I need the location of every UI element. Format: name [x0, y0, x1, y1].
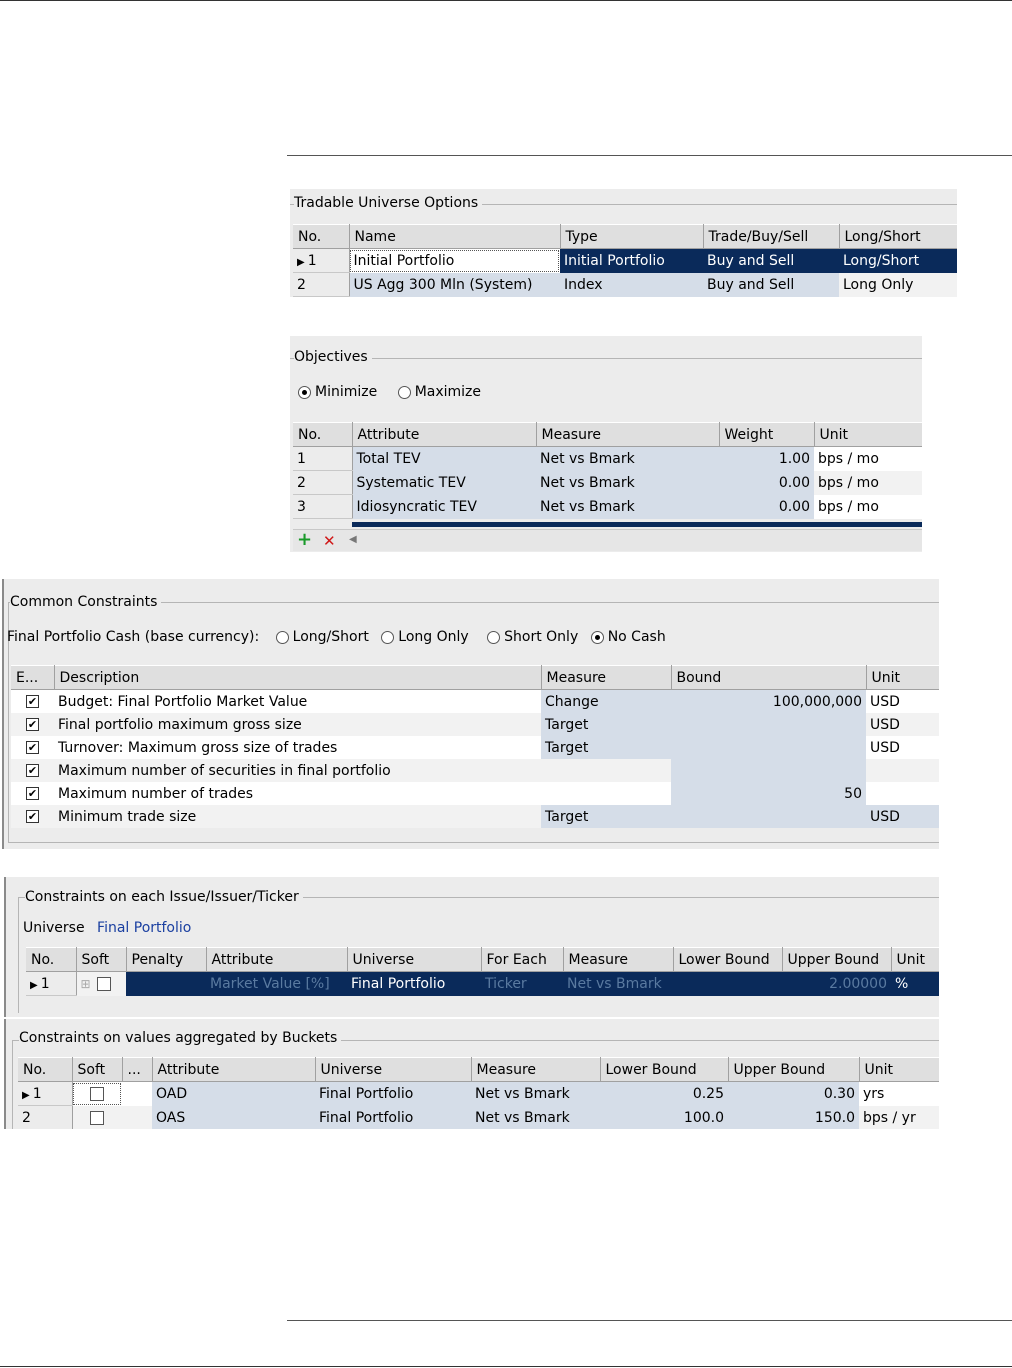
table-row[interactable] [11, 805, 939, 828]
row-header[interactable]: ▶ 1 [293, 249, 349, 273]
enabled-cell[interactable] [11, 782, 54, 805]
bucket-constraints-title: Constraints on values aggregated by Buckets [19, 1030, 341, 1046]
unit-cell[interactable] [866, 759, 939, 782]
table-row[interactable] [11, 713, 939, 736]
enabled-checkbox[interactable]: ✔ [27, 695, 38, 708]
measure-cell[interactable]: Net vs Bmark [471, 1106, 600, 1130]
measure-cell[interactable] [541, 759, 671, 782]
unit-cell[interactable]: USD [866, 805, 939, 828]
soft-cell[interactable] [72, 1082, 122, 1106]
measure-cell[interactable]: Net vs Bmark [536, 471, 719, 495]
unit-cell[interactable]: USD [866, 736, 939, 759]
unit-cell[interactable]: USD [866, 713, 939, 736]
current-row-icon: ▶ [22, 1089, 30, 1101]
long-only-label: Long Only [398, 629, 469, 645]
universe-row [23, 920, 191, 936]
row-header[interactable]: 2 [18, 1106, 72, 1130]
lower-bound-cell[interactable] [673, 972, 782, 996]
row-header[interactable]: ▶ 1 [26, 972, 76, 996]
enabled-checkbox[interactable]: ✔ [27, 810, 38, 823]
attribute-cell[interactable]: Idiosyncratic TEV [352, 495, 536, 519]
upper-bound-cell[interactable]: 0.30 [728, 1082, 859, 1106]
column-header-weight[interactable]: Weight [719, 423, 814, 447]
minimize-radio[interactable] [298, 386, 311, 399]
column-header-name[interactable]: Name [349, 225, 560, 249]
long-short-cell[interactable]: Long Only [839, 273, 957, 297]
lower-bound-cell[interactable]: 0.25 [600, 1082, 728, 1106]
common-constraints-panel [2, 579, 939, 849]
unit-cell[interactable]: USD [866, 690, 939, 714]
type-cell[interactable]: Index [560, 273, 703, 297]
bound-cell[interactable]: 50 [671, 782, 866, 805]
column-header-measure[interactable]: Measure [471, 1058, 600, 1082]
column-header-type[interactable]: Type [560, 225, 703, 249]
long-short-radio[interactable] [276, 631, 289, 644]
table-header-row [11, 666, 939, 690]
unit-cell[interactable]: bps / yr [859, 1106, 939, 1130]
cash-label: Final Portfolio Cash (base currency): [7, 629, 260, 645]
tradable-universe-title: Tradable Universe Options [294, 195, 482, 211]
universe-cell[interactable]: Final Portfolio [347, 972, 481, 996]
table-header-row [26, 948, 939, 972]
panel-edge [4, 1019, 6, 1129]
bound-cell[interactable] [671, 805, 866, 828]
scroll-left-icon[interactable]: ◀ [349, 534, 357, 545]
attribute-cell[interactable]: Total TEV [352, 447, 536, 471]
column-header-attribute[interactable]: Attribute [152, 1058, 315, 1082]
measure-cell[interactable]: Change [541, 690, 671, 714]
column-header-measure[interactable]: Measure [536, 423, 719, 447]
row-header[interactable]: 3 [293, 495, 352, 519]
footer-rule [287, 1320, 1012, 1321]
column-header-long-short[interactable]: Long/Short [839, 225, 957, 249]
objectives-title: Objectives [294, 349, 372, 365]
enabled-cell[interactable] [11, 805, 54, 828]
table-row[interactable] [11, 782, 939, 805]
table-header-row [293, 225, 957, 249]
table-row[interactable] [11, 759, 939, 782]
row-header[interactable]: ▶ 1 [18, 1082, 72, 1106]
expand-icon[interactable]: ⊞ [80, 976, 91, 991]
table-row[interactable] [18, 1082, 939, 1106]
attribute-cell[interactable]: Systematic TEV [352, 471, 536, 495]
cash-options-row [7, 629, 674, 645]
table-row[interactable] [26, 972, 939, 996]
column-header-trade[interactable]: Trade/Buy/Sell [703, 225, 839, 249]
enabled-checkbox[interactable]: ✔ [27, 764, 38, 777]
column-header-lower-bound[interactable]: Lower Bound [600, 1058, 728, 1082]
top-rule [0, 0, 1012, 1]
table-header-row [293, 423, 922, 447]
enabled-cell[interactable] [11, 759, 54, 782]
description-cell[interactable]: Budget: Final Portfolio Market Value [54, 690, 541, 714]
unit-cell[interactable]: bps / mo [814, 495, 922, 519]
table-row[interactable] [18, 1106, 939, 1130]
soft-cell[interactable] [76, 972, 126, 996]
description-cell[interactable]: Maximum number of securities in final portfolio [54, 759, 541, 782]
row-header[interactable]: 1 [293, 447, 352, 471]
column-header-universe[interactable]: Universe [315, 1058, 471, 1082]
row-header[interactable]: 2 [293, 471, 352, 495]
measure-cell[interactable]: Net vs Bmark [471, 1082, 600, 1106]
weight-cell[interactable]: 1.00 [719, 447, 814, 471]
group-border [18, 897, 19, 1013]
column-header-more[interactable]: ... [122, 1058, 152, 1082]
column-header-bound[interactable]: Bound [671, 666, 866, 690]
table-row[interactable] [293, 447, 922, 471]
column-header-lower-bound[interactable]: Lower Bound [673, 948, 782, 972]
column-header-unit[interactable]: Unit [866, 666, 939, 690]
column-header-measure[interactable]: Measure [563, 948, 673, 972]
current-row-icon: ▶ [30, 979, 38, 991]
no-cash-label: No Cash [607, 629, 666, 645]
column-header-unit[interactable]: Unit [859, 1058, 939, 1082]
bucket-constraints-table[interactable] [18, 1057, 939, 1129]
objectives-table[interactable] [293, 422, 922, 519]
current-row-icon: ▶ [297, 256, 305, 268]
weight-cell[interactable]: 0.00 [719, 471, 814, 495]
table-row[interactable] [293, 471, 922, 495]
unit-cell[interactable]: bps / mo [814, 447, 922, 471]
column-header-description[interactable]: Description [54, 666, 541, 690]
column-header-no[interactable]: No. [18, 1058, 72, 1082]
bound-cell[interactable] [671, 713, 866, 736]
grid-toolbar [293, 529, 922, 551]
column-header-no[interactable]: No. [293, 225, 349, 249]
measure-cell[interactable]: Target [541, 713, 671, 736]
group-border [12, 1040, 13, 1129]
enabled-cell[interactable] [11, 736, 54, 759]
column-header-attribute[interactable]: Attribute [206, 948, 347, 972]
tradable-universe-table[interactable] [293, 224, 957, 297]
panel-edge [2, 579, 4, 849]
short-only-radio[interactable] [487, 631, 500, 644]
bottom-rule [0, 1366, 1012, 1367]
soft-checkbox[interactable] [97, 977, 111, 991]
bound-cell[interactable]: 100,000,000 [671, 690, 866, 714]
measure-cell[interactable]: Target [541, 805, 671, 828]
measure-cell[interactable] [541, 782, 671, 805]
table-row[interactable] [11, 736, 939, 759]
column-header-attribute[interactable]: Attribute [352, 423, 536, 447]
description-cell[interactable]: Final portfolio maximum gross size [54, 713, 541, 736]
measure-cell[interactable]: Net vs Bmark [536, 447, 719, 471]
group-border [290, 358, 922, 359]
universe-link[interactable]: Final Portfolio [97, 920, 192, 936]
unit-cell[interactable]: bps / mo [814, 471, 922, 495]
unit-cell[interactable]: yrs [859, 1082, 939, 1106]
row-header[interactable]: 2 [293, 273, 349, 297]
objective-direction [298, 384, 489, 400]
table-row[interactable] [11, 690, 939, 714]
column-header-upper-bound[interactable]: Upper Bound [728, 1058, 859, 1082]
common-constraints-table[interactable] [11, 665, 939, 828]
attribute-cell[interactable]: Market Value [%] [206, 972, 347, 996]
measure-cell[interactable]: Target [541, 736, 671, 759]
universe-label: Universe [23, 920, 85, 936]
penalty-cell[interactable] [126, 972, 206, 996]
description-cell[interactable]: Maximum number of trades [54, 782, 541, 805]
long-short-label: Long/Short [292, 629, 369, 645]
tradable-universe-panel [290, 189, 957, 297]
soft-checkbox[interactable] [90, 1111, 104, 1125]
delete-row-button[interactable]: ✕ [323, 532, 336, 550]
bucket-constraints-panel [4, 1019, 939, 1129]
add-row-button[interactable]: + [297, 529, 313, 550]
description-cell[interactable]: Turnover: Maximum gross size of trades [54, 736, 541, 759]
enabled-checkbox[interactable]: ✔ [27, 718, 38, 731]
header-rule [287, 155, 1012, 156]
measure-cell[interactable]: Net vs Bmark [563, 972, 673, 996]
unit-cell[interactable] [866, 782, 939, 805]
enabled-checkbox[interactable]: ✔ [27, 787, 38, 800]
enabled-cell[interactable] [11, 713, 54, 736]
common-constraints-title: Common Constraints [10, 594, 161, 610]
column-header-soft[interactable]: Soft [72, 1058, 122, 1082]
enabled-cell[interactable] [11, 690, 54, 714]
table-row[interactable] [293, 273, 957, 297]
for-each-cell[interactable]: Ticker [481, 972, 563, 996]
new-row-strip[interactable] [352, 522, 922, 527]
table-row[interactable] [293, 495, 922, 519]
column-header-soft[interactable]: Soft [76, 948, 126, 972]
issue-constraints-panel [4, 877, 939, 1017]
panel-edge [4, 877, 6, 1017]
lower-bound-cell[interactable]: 100.0 [600, 1106, 728, 1130]
column-header-unit[interactable]: Unit [891, 948, 939, 972]
upper-bound-cell[interactable]: 2.00000 [782, 972, 891, 996]
issue-constraints-table[interactable] [26, 947, 939, 996]
more-cell[interactable] [122, 1106, 152, 1130]
trade-cell[interactable]: Buy and Sell [703, 273, 839, 297]
column-header-measure[interactable]: Measure [541, 666, 671, 690]
objectives-panel [290, 336, 922, 552]
long-short-cell[interactable]: Long/Short [839, 249, 957, 273]
column-header-penalty[interactable]: Penalty [126, 948, 206, 972]
weight-cell[interactable]: 0.00 [719, 495, 814, 519]
maximize-radio[interactable] [398, 386, 411, 399]
table-row[interactable] [293, 249, 957, 273]
minimize-label: Minimize [315, 384, 378, 400]
column-header-upper-bound[interactable]: Upper Bound [782, 948, 891, 972]
bound-cell[interactable] [671, 759, 866, 782]
universe-cell[interactable]: Final Portfolio [315, 1106, 471, 1130]
soft-checkbox[interactable] [90, 1087, 104, 1101]
measure-cell[interactable]: Net vs Bmark [536, 495, 719, 519]
column-header-enabled[interactable]: E... [11, 666, 54, 690]
enabled-checkbox[interactable]: ✔ [27, 741, 38, 754]
name-cell[interactable]: US Agg 300 Mln (System) [349, 273, 560, 297]
universe-cell[interactable]: Final Portfolio [315, 1082, 471, 1106]
bound-cell[interactable] [671, 736, 866, 759]
column-header-for-each[interactable]: For Each [481, 948, 563, 972]
soft-cell[interactable] [72, 1106, 122, 1130]
table-header-row [18, 1058, 939, 1082]
issue-constraints-title: Constraints on each Issue/Issuer/Ticker [25, 889, 303, 905]
column-header-universe[interactable]: Universe [347, 948, 481, 972]
more-cell[interactable] [122, 1082, 152, 1106]
upper-bound-cell[interactable]: 150.0 [728, 1106, 859, 1130]
description-cell[interactable]: Minimum trade size [54, 805, 541, 828]
column-header-unit[interactable]: Unit [814, 423, 922, 447]
group-border [8, 842, 939, 843]
attribute-cell[interactable]: OAS [152, 1106, 315, 1130]
short-only-label: Short Only [504, 629, 579, 645]
name-cell[interactable]: Initial Portfolio [349, 249, 560, 273]
attribute-cell[interactable]: OAD [152, 1082, 315, 1106]
column-header-no[interactable]: No. [26, 948, 76, 972]
long-only-radio[interactable] [381, 631, 394, 644]
type-cell[interactable]: Initial Portfolio [560, 249, 703, 273]
no-cash-radio[interactable] [591, 631, 604, 644]
trade-cell[interactable]: Buy and Sell [703, 249, 839, 273]
column-header-no[interactable]: No. [293, 423, 352, 447]
unit-cell[interactable]: % [891, 972, 939, 996]
maximize-label: Maximize [414, 384, 482, 400]
